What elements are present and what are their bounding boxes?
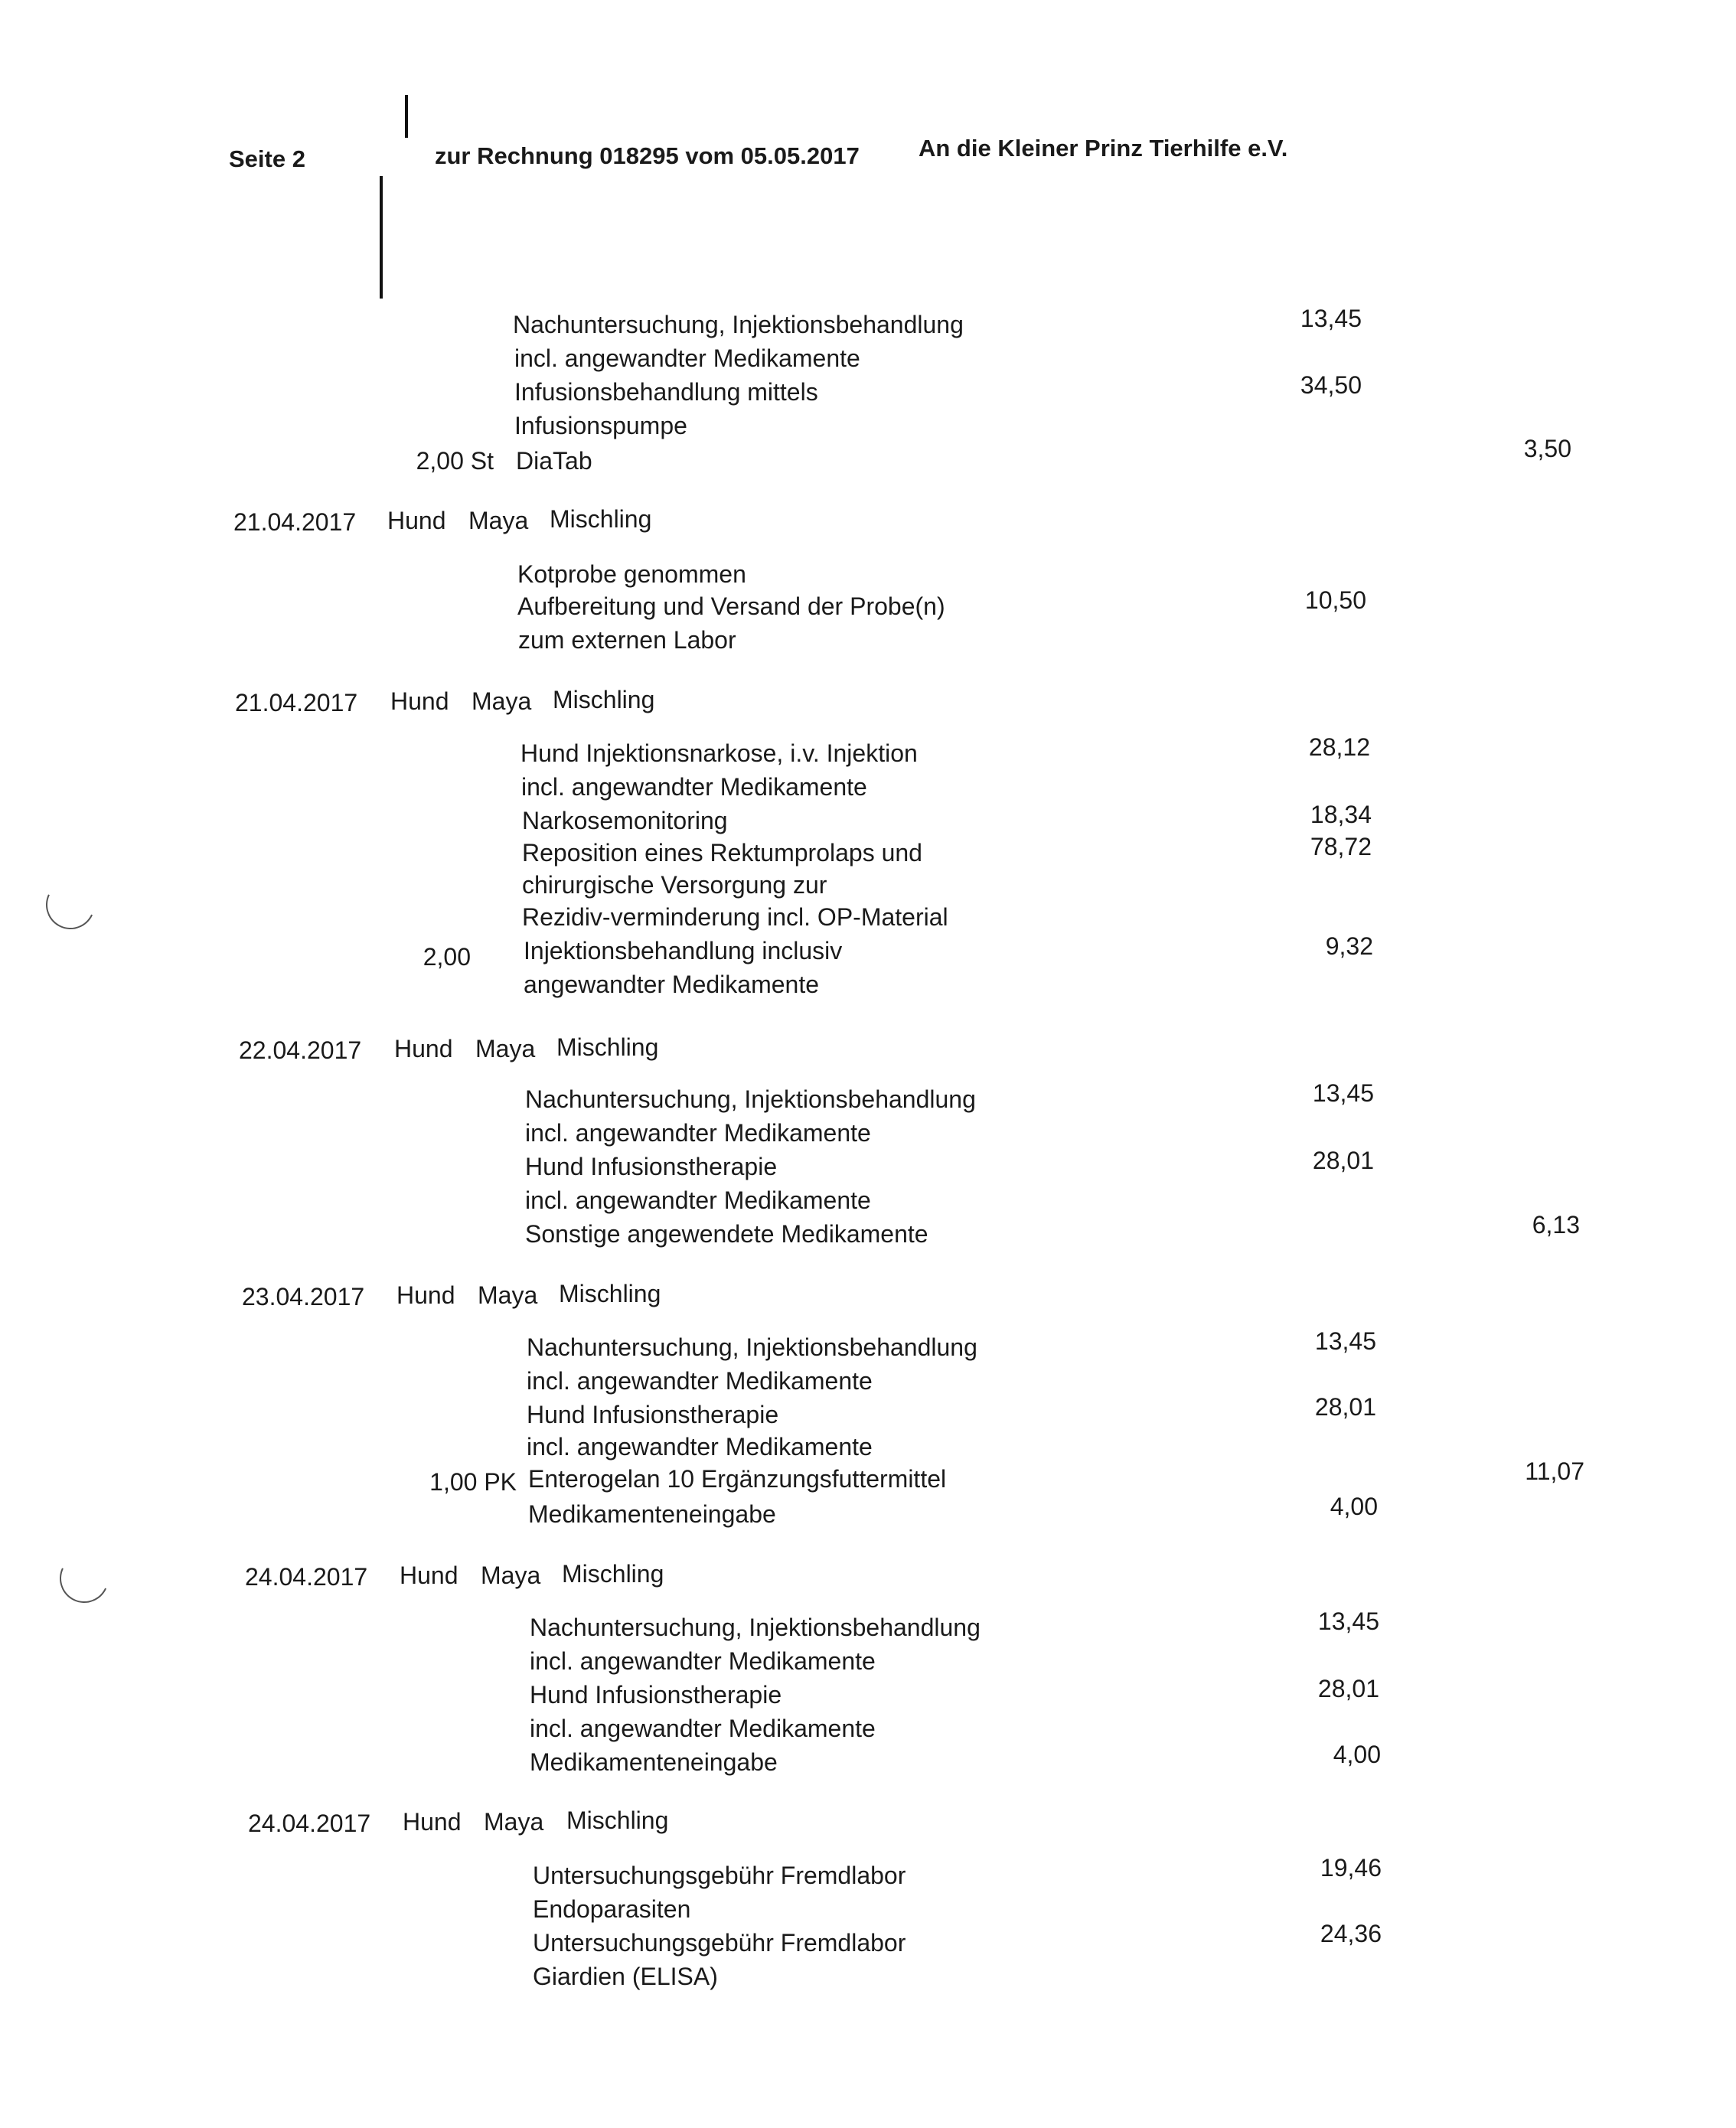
line-text: incl. angewandter Medikamente [525,1119,871,1147]
line-extra-amount: 6,13 [1532,1211,1580,1239]
line-amount: 13,45 [1300,305,1362,332]
line-text: incl. angewandter Medikamente [527,1433,873,1461]
entry-species: Hund [400,1562,458,1589]
line-quantity: 2,00 [423,943,471,971]
line-text: Enterogelan 10 Ergänzungsfuttermittel [528,1465,947,1493]
line-amount: 34,50 [1300,371,1362,399]
line-text: Sonstige angewendete Medikamente [525,1220,928,1248]
punch-hole-mark [53,1547,116,1610]
line-text: Nachuntersuchung, Injektionsbehandlung [527,1333,977,1361]
line-amount: 18,34 [1310,801,1372,828]
line-text: incl. angewandter Medikamente [514,344,860,372]
line-text: incl. angewandter Medikamente [530,1715,876,1742]
line-text: Hund Infusionstherapie [527,1401,779,1428]
line-text: Kotprobe genommen [517,560,746,588]
line-text: incl. angewandter Medikamente [521,773,867,801]
line-text: Untersuchungsgebühr Fremdlabor [533,1862,906,1889]
line-text: incl. angewandter Medikamente [527,1367,873,1395]
entry-species: Hund [390,687,449,715]
entry-date: 23.04.2017 [242,1283,365,1310]
line-quantity: 1,00 PK [429,1468,517,1496]
entry-pet-name: Maya [472,687,532,715]
line-amount: 4,00 [1333,1741,1381,1768]
line-amount: 13,45 [1317,1607,1379,1635]
line-text: Giardien (ELISA) [533,1963,718,1990]
page-number: Seite 2 [229,145,305,172]
entry-date: 24.04.2017 [248,1810,371,1837]
line-amount: 4,00 [1330,1493,1378,1520]
line-text: Hund Injektionsnarkose, i.v. Injektion [520,739,918,767]
line-text: incl. angewandter Medikamente [530,1647,876,1675]
line-amount: 28,01 [1312,1147,1374,1174]
entry-pet-name: Maya [484,1808,544,1836]
line-amount: 13,45 [1312,1079,1374,1107]
line-text: Medikamenteneingabe [530,1748,778,1776]
entry-date: 24.04.2017 [245,1563,368,1591]
line-text: Medikamenteneingabe [528,1500,776,1528]
line-amount: 28,01 [1314,1393,1376,1421]
entry-pet-name: Maya [468,507,529,534]
entry-breed: Mischling [559,1280,661,1307]
line-text: Rezidiv-verminderung incl. OP-Material [522,903,948,931]
line-text: Hund Infusionstherapie [525,1153,778,1180]
entry-species: Hund [394,1035,453,1062]
line-text: Reposition eines Rektumprolaps und [522,839,922,867]
line-text: Nachuntersuchung, Injektionsbehandlung [513,311,964,338]
line-text: angewandter Medikamente [524,971,820,998]
line-text: Hund Infusionstherapie [530,1681,782,1709]
line-amount: 13,45 [1314,1327,1376,1355]
line-text: Nachuntersuchung, Injektionsbehandlung [525,1085,976,1113]
line-extra-amount: 3,50 [1523,435,1571,462]
entry-date: 22.04.2017 [239,1036,362,1064]
line-text: Aufbereitung und Versand der Probe(n) [517,592,945,620]
entry-breed: Mischling [550,505,652,533]
line-amount: 10,50 [1304,586,1366,614]
line-amount: 28,01 [1317,1675,1379,1702]
line-text: chirurgische Versorgung zur [522,871,827,899]
entry-breed: Mischling [566,1807,669,1834]
line-text: Narkosemonitoring [522,807,728,834]
entry-species: Hund [396,1281,455,1309]
scan-mark [405,95,408,138]
scan-mark [380,176,383,299]
line-amount: 24,36 [1320,1920,1382,1947]
invoice-recipient: An die Kleiner Prinz Tierhilfe e.V. [919,135,1288,162]
entry-species: Hund [387,507,446,534]
line-amount: 19,46 [1320,1854,1382,1882]
line-quantity: 2,00 St [416,447,494,475]
entry-pet-name: Maya [481,1562,541,1589]
line-text: incl. angewandter Medikamente [525,1186,871,1214]
line-text: zum externen Labor [518,626,736,654]
line-text: Nachuntersuchung, Injektionsbehandlung [530,1614,981,1641]
line-extra-amount: 11,07 [1525,1457,1584,1485]
entry-date: 21.04.2017 [233,508,357,536]
line-amount: 9,32 [1325,932,1373,960]
entry-breed: Mischling [553,686,655,713]
entry-pet-name: Maya [475,1035,536,1062]
entry-date: 21.04.2017 [235,689,358,716]
entry-pet-name: Maya [478,1281,538,1309]
line-amount: 28,12 [1308,733,1370,761]
line-text: Injektionsbehandlung inclusiv [524,937,843,964]
invoice-reference: zur Rechnung 018295 vom 05.05.2017 [435,142,860,169]
line-text: Untersuchungsgebühr Fremdlabor [533,1929,906,1957]
line-text: DiaTab [516,447,592,475]
entry-species: Hund [403,1808,462,1836]
line-amount: 78,72 [1310,833,1372,860]
line-text: Endoparasiten [533,1895,691,1923]
line-text: Infusionsbehandlung mittels [514,378,818,406]
entry-breed: Mischling [556,1033,659,1061]
line-text: Infusionspumpe [514,412,687,439]
entry-breed: Mischling [562,1560,664,1588]
punch-hole-mark [39,873,102,936]
